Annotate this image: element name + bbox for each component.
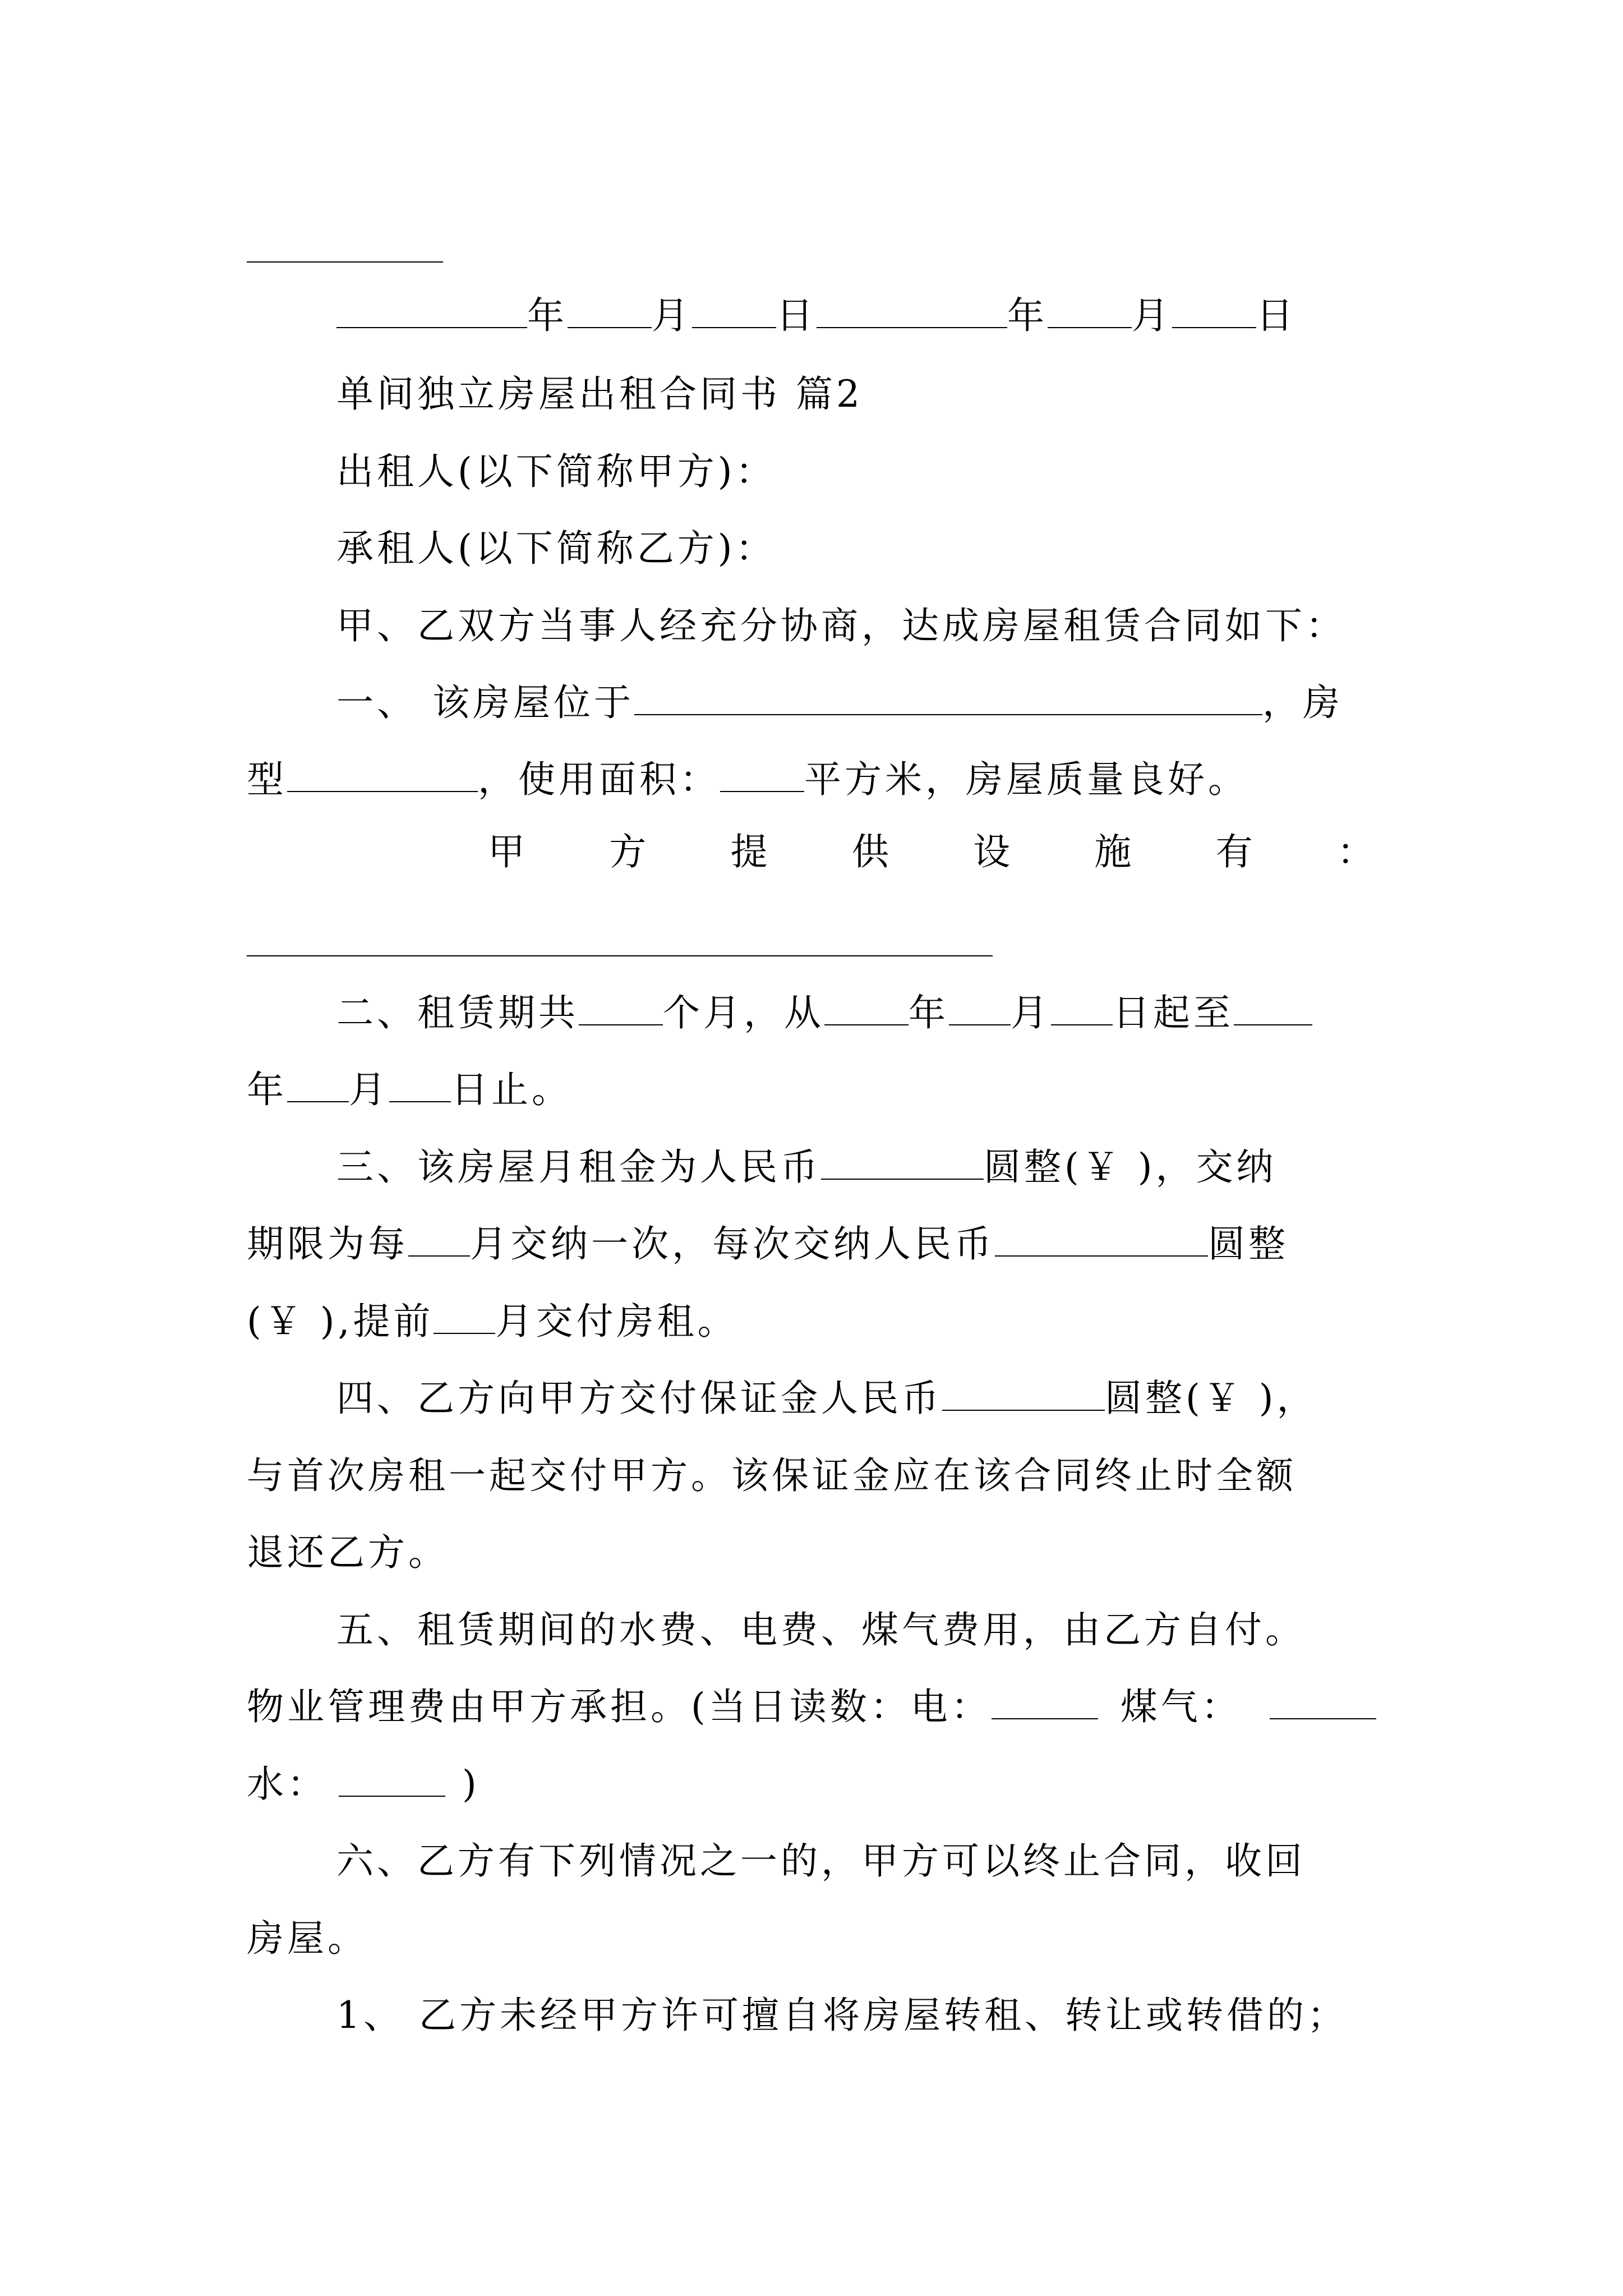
clause-2-line-1 (336, 991, 1312, 1034)
clause-2-line-2 (247, 1068, 572, 1111)
text: 甲 (488, 830, 525, 873)
clause-4-line-2: 与首次房租一起交付甲方。该保证金应在该合同终止时全额 (247, 1454, 1297, 1497)
blank (992, 1718, 1098, 1719)
text: 圆整(￥ )，交纳 (984, 1145, 1277, 1189)
facilities-line (488, 830, 1374, 873)
text: 平方米，房屋质量良好。 (804, 758, 1248, 801)
date-year-label: 年 (527, 294, 568, 337)
text: 日止。 (451, 1068, 572, 1111)
blank (1270, 1718, 1376, 1719)
text: (￥ ),提前 (247, 1300, 434, 1343)
text: 月 (349, 1068, 389, 1111)
text: 供 (851, 830, 889, 873)
blank (720, 790, 804, 792)
clause-5-line-2 (247, 1685, 1376, 1728)
blank (824, 1024, 909, 1025)
blank (287, 1101, 349, 1102)
clause-4-line-3: 退还乙方。 (247, 1531, 449, 1574)
text: 设 (973, 830, 1011, 873)
text: 有 (1215, 830, 1253, 873)
signature-underline (247, 261, 443, 263)
blank (336, 326, 527, 328)
text: 年 (909, 991, 949, 1034)
date-month-label: 月 (1132, 294, 1172, 337)
text: 日起至 (1113, 991, 1234, 1034)
text: 物业管理费由甲方承担。(当日读数：电： (247, 1685, 992, 1728)
date-day-label: 日 (1256, 294, 1297, 337)
blank (339, 1795, 445, 1797)
clause-1-line-1 (336, 681, 1343, 724)
blank (1234, 1024, 1312, 1025)
clause-3-line-2 (247, 1222, 1289, 1266)
blank (434, 1332, 495, 1334)
text: 月交纳一次，每次交纳人民币 (470, 1222, 995, 1266)
text: 施 (1094, 830, 1132, 873)
clause-3-line-3 (247, 1300, 738, 1343)
text: ，使用面积： (478, 758, 720, 801)
date-day-label: 日 (776, 294, 817, 337)
text: 期限为每 (247, 1222, 408, 1266)
clause-3-line-1 (336, 1145, 1277, 1189)
clause-5-line-3 (247, 1763, 480, 1806)
text: 年 (247, 1068, 287, 1111)
text: 煤气： (1120, 1685, 1242, 1728)
clause-6-line-2: 房屋。 (247, 1917, 368, 1960)
date-year-label: 年 (1007, 294, 1048, 337)
text: 方 (609, 830, 647, 873)
clause-1-line-2 (247, 758, 1248, 801)
lessee-line: 承租人(以下简称乙方)： (336, 527, 776, 570)
text: 型 (247, 758, 287, 801)
blank (568, 326, 652, 328)
text: 月交付房租。 (495, 1300, 738, 1343)
text: 二、租赁期共 (336, 991, 579, 1034)
text: 水： (247, 1763, 328, 1806)
text: 月 (1011, 991, 1051, 1034)
blank (1172, 326, 1256, 328)
clause-5-line-1: 五、租赁期间的水费、电费、煤气费用，由乙方自付。 (336, 1608, 1306, 1651)
section-heading: 单间独立房屋出租合同书 篇2 (336, 372, 863, 416)
blank (995, 1255, 1208, 1257)
text: ： (1336, 830, 1374, 873)
blank (821, 1178, 984, 1180)
facilities-underline (247, 955, 993, 956)
date-month-label: 月 (652, 294, 692, 337)
text: 四、乙方向甲方交付保证金人民币 (336, 1377, 942, 1420)
text: ，房 (1262, 681, 1343, 724)
blank (817, 326, 1007, 328)
text: 个月，从 (663, 991, 824, 1034)
clause-6-line-1: 六、乙方有下列情况之一的，甲方可以终止合同，收回 (336, 1839, 1306, 1883)
blank (949, 1024, 1011, 1025)
blank (692, 326, 776, 328)
blank (408, 1255, 470, 1257)
text: 提 (730, 830, 768, 873)
blank (1051, 1024, 1113, 1025)
blank (389, 1101, 451, 1102)
text: 一、 该房屋位于 (336, 681, 634, 724)
blank (287, 790, 478, 792)
lessor-line: 出租人(以下简称甲方)： (336, 450, 776, 493)
text: ) (462, 1763, 480, 1806)
text: 三、该房屋月租金为人民币 (336, 1145, 821, 1189)
intro-line: 甲、乙双方当事人经充分协商，达成房屋租赁合同如下： (336, 604, 1346, 647)
blank (634, 714, 1262, 715)
date-line (336, 294, 1297, 337)
text: 圆整 (1208, 1222, 1289, 1266)
item-1-line: 1、 乙方未经甲方许可擅自将房屋转租、转让或转借的； (336, 1994, 1348, 2037)
blank (942, 1409, 1105, 1411)
text: 圆整(￥ )， (1105, 1377, 1317, 1420)
blank (579, 1024, 663, 1025)
blank (1048, 326, 1132, 328)
clause-4-line-1 (336, 1377, 1317, 1420)
